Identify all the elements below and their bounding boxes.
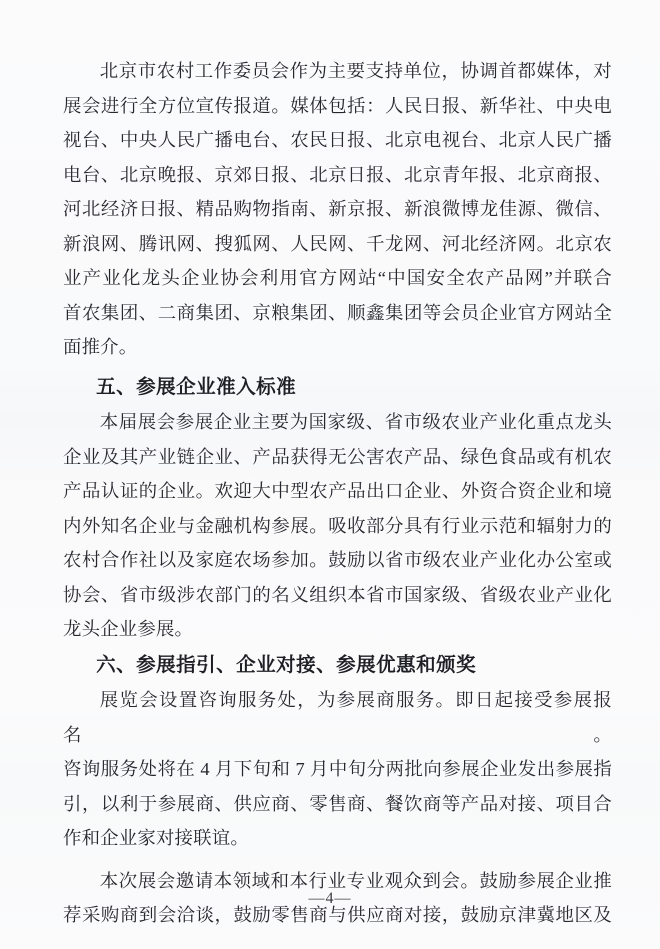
text-line: 农村合作社以及家庭农场参加。鼓励以省市级农业产业化办公室或 [63,550,612,570]
text-line: 龙头企业参展。 [63,619,194,639]
text-line: 业产业化龙头企业协会利用官方网站“中国安全农产品网”并联合 [63,268,612,288]
text-line: 内外知名企业与金融机构参展。吸收部分具有行业示范和辐射力的 [63,515,612,536]
paragraph-admission [63,405,612,647]
text-line: 展会进行全方位宣传报道。媒体包括：人民日报、新华社、中央电 [63,95,612,116]
text-line: 视台、中央人民广播电台、农民日报、北京电视台、北京人民广播 [63,130,612,150]
text-line: 展览会设置咨询服务处，为参展商服务。即日起接受参展报名。 [63,690,612,745]
text-line: 产品认证的企业。欢迎大中型农产品出口企业、外资合资企业和境 [63,481,612,501]
text-line: 咨询服务处将在 4 月下旬和 7 月中旬分两批向参展企业发出参展指 [63,759,612,779]
text-line: 面推介。 [63,337,138,357]
text-line: 电台、北京晚报、京郊日报、北京日报、北京青年报、北京商报、 [63,164,612,185]
text-line: 作和企业家对接联谊。 [63,828,249,848]
page-content [63,54,612,933]
text-line: 本届展会参展企业主要为国家级、省市级农业产业化重点龙头 [99,412,612,432]
text-line: 北京市农村工作委员会作为主要支持单位，协调首都媒体，对 [99,61,612,81]
text-line: 首农集团、二商集团、京粮集团、顺鑫集团等会员企业官方网站全 [63,302,612,323]
text-line: 河北经济日报、精品购物指南、新京报、新浪微博龙佳源、微信、 [63,199,612,219]
text-line: 本次展会邀请本领域和本行业专业观众到会。鼓励参展企业推 [99,870,612,891]
page-number: —4— [308,890,352,907]
paragraph-publicity [63,54,612,365]
text-line: 新浪网、腾讯网、搜狐网、人民网、千龙网、河北经济网。北京农 [63,233,612,254]
text-line: 荐采购商到会洽谈，鼓励零售商与供应商对接，鼓励京津冀地区及 [63,905,612,925]
text-line: 引，以利于参展商、供应商、零售商、餐饮商等产品对接、项目合 [63,793,612,814]
text-line: 协会、省市级涉农部门的名义组织本省市国家级、省级农业产业化 [63,584,612,605]
text-line: 企业及其产业链企业、产品获得无公害农产品、绿色食品或有机农 [63,446,612,467]
section-heading-5: 五、参展企业准入标准 [96,376,297,398]
paragraph-guidance [63,683,612,856]
section-heading-6: 六、参展指引、企业对接、参展优惠和颁奖 [96,654,477,676]
